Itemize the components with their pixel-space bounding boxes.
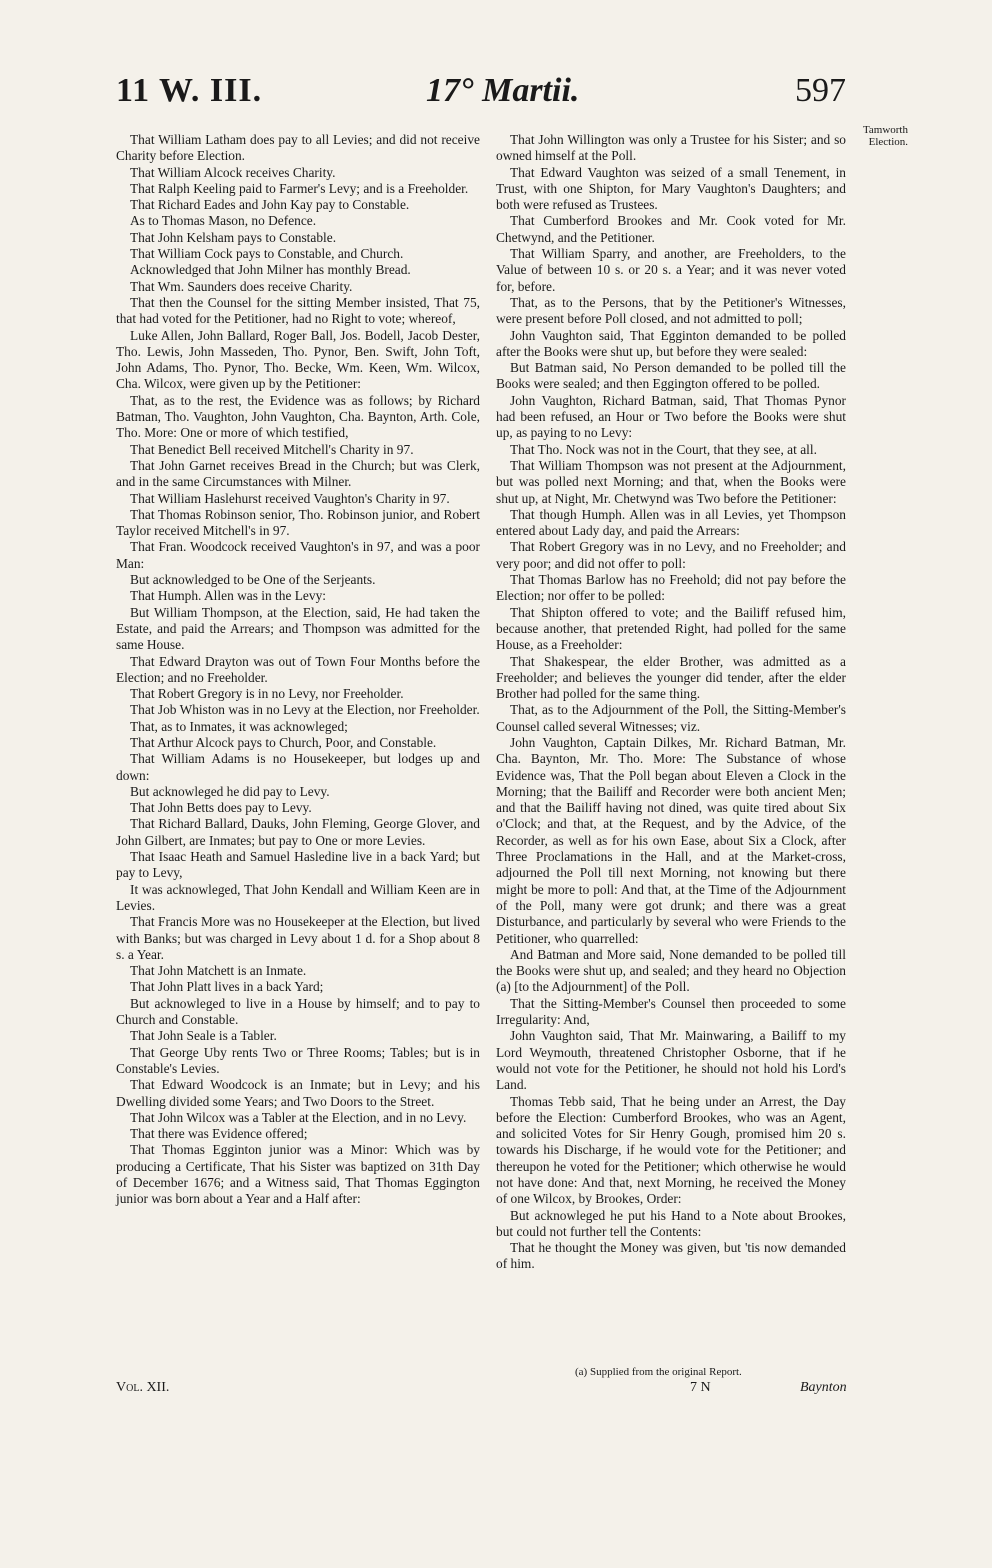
paragraph: That William Cock pays to Constable, and Church. bbox=[130, 246, 404, 262]
paragraph: That Francis More was no Housekeeper at the Election, but lived with Banks; but was charged in Levy about 1 d. for a Shop about 8 s. a Year. bbox=[116, 914, 480, 962]
paragraph: That John Seale is a Tabler. bbox=[130, 1028, 277, 1044]
paragraph: That Isaac Heath and Samuel Hasledine live in a back Yard; but pay to Levy, bbox=[116, 849, 480, 881]
paragraph: That, as to the Adjournment of the Poll, the Sitting-Member's Counsel called several Witnesses; viz. bbox=[496, 702, 846, 734]
paragraph: That William Latham does pay to all Levies; and did not receive Charity before Election. bbox=[116, 132, 480, 164]
paragraph: That Shipton offered to vote; and the Bailiff refused him, because another, that pretended Right, had polled for the same House, as a Freeholder: bbox=[496, 604, 846, 653]
paragraph: And Batman and More said, None demanded to be polled till the Books were shut up, and sealed; and they heard no Objection (a) [to the Adjournment] of the Poll. bbox=[496, 946, 846, 995]
paragraph: That John Garnet receives Bread in the Church; but was Clerk, and in the same Circumstances with Milner. bbox=[116, 457, 480, 490]
paragraph: That Richard Ballard, Dauks, John Fleming, George Glover, and John Gilbert, are Inmates; but pay to One or more Levies. bbox=[116, 816, 480, 848]
catchword: Baynton bbox=[800, 1380, 847, 1395]
paragraph: John Vaughton, Captain Dilkes, Mr. Richard Batman, Mr. Cha. Baynton, Mr. Tho. More: The Substance of whose Evidence was, That the Poll began about Eleven a Clock in the Morning; that the Bailiff and Recorder were both ancient Men; and that the Bailiff having not dined, was quite tired about Six o'Clock; and that, at the Request, and by the Advice, of the Recorder, as well as for his own Ease, about Six a Clock, after Three Proclamations in the Hall, and at the Market-cross, adjourned the Poll till next Morning, not knowing but there might be more to poll: And that, at the Time of the Adjournment of the Poll, many were got drunk; and there was a great Disturbance, and particularly by several who were Friends to the Petitioner, who quarrelled: bbox=[496, 734, 846, 946]
paragraph: That, as to Inmates, it was acknowleged; bbox=[130, 718, 348, 734]
paragraph: That Thomas Egginton junior was a Minor: Which was by producing a Certificate, That his Sister was baptized on 31th Day of December 1676; and a Witness said, That Thomas Eggington junior was born about a Year and a Half after: bbox=[116, 1142, 480, 1207]
paragraph: That Ralph Keeling paid to Farmer's Levy; and is a Freeholder. bbox=[130, 180, 469, 196]
page-number: 597 bbox=[795, 72, 846, 109]
paragraph: That Thomas Robinson senior, Tho. Robinson junior, and Robert Taylor received Mitchell's in 97. bbox=[116, 506, 480, 539]
paragraph: That John Platt lives in a back Yard; bbox=[130, 979, 324, 995]
left-column bbox=[116, 132, 480, 1208]
paragraph: That Job Whiston was in no Levy at the Election, nor Freeholder. bbox=[130, 702, 480, 718]
paragraph: That there was Evidence offered; bbox=[130, 1126, 308, 1142]
paragraph: Thomas Tebb said, That he being under an Arrest, the Day before the Election: Cumberford Brookes, who was an Agent, and solicited Votes for Sir Henry Gough, promised him 20 s. towards his Discharge, if he would vote for the Petitioner; and thereupon he voted for the Petitioner; which otherwise he would not have done: And that, next Morning, he received the Money of one Wilcox, by Brookes, Order: bbox=[496, 1093, 846, 1207]
right-column bbox=[496, 132, 846, 1273]
paragraph: That George Uby rents Two or Three Rooms; Tables; but is in Constable's Levies. bbox=[116, 1044, 480, 1076]
paragraph: That William Adams is no Housekeeper, but lodges up and down: bbox=[116, 751, 480, 783]
paragraph: John Vaughton said, That Mr. Mainwaring, a Bailiff to my Lord Weymouth, threatened Christopher Osborne, that if he would not vote for the Petitioner, he should not hold his Lord's Land. bbox=[496, 1028, 846, 1093]
paragraph: That Shakespear, the elder Brother, was admitted as a Freeholder; and believes the younger did tender, after the elder Brother had polled for the same thing. bbox=[496, 653, 846, 702]
page-header bbox=[116, 72, 846, 122]
paragraph: That John Kelsham pays to Constable. bbox=[130, 229, 337, 245]
date-heading: 17° Martii. bbox=[426, 72, 580, 109]
volume-label: Vol. XII. bbox=[116, 1380, 170, 1395]
paragraph: But acknowledged to be One of the Serjeants. bbox=[130, 572, 376, 588]
paragraph: That Thomas Barlow has no Freehold; did not pay before the Election; nor offer to be polled: bbox=[496, 572, 846, 604]
paragraph: As to Thomas Mason, no Defence. bbox=[130, 213, 317, 229]
paragraph: But Batman said, No Person demanded to be polled till the Books were sealed; and then Eggington offered to be polled. bbox=[496, 360, 846, 392]
paragraph: That William Sparry, and another, are Freeholders, to the Value of between 10 s. or 20 s. a Year; and it was never voted for, before. bbox=[496, 246, 846, 294]
paragraph: But acknowleged he did pay to Levy. bbox=[130, 783, 330, 799]
paragraph: That though Humph. Allen was in all Levies, yet Thompson entered about Lady day, and paid the Arrears: bbox=[496, 506, 846, 539]
paragraph: That John Willington was only a Trustee for his Sister; and so owned himself at the Poll. bbox=[496, 132, 846, 164]
paragraph: That John Betts does pay to Levy. bbox=[130, 800, 312, 816]
paragraph: That Fran. Woodcock received Vaughton's in 97, and was a poor Man: bbox=[116, 539, 480, 571]
paragraph: That Humph. Allen was in the Levy: bbox=[130, 588, 326, 604]
paragraph: That William Alcock receives Charity. bbox=[130, 164, 336, 180]
paragraph: That William Haslehurst received Vaughton's Charity in 97. bbox=[130, 490, 450, 506]
paragraph: That Robert Gregory is in no Levy, nor Freeholder. bbox=[130, 686, 404, 702]
paragraph: But acknowleged to live in a House by himself; and to pay to Church and Constable. bbox=[116, 995, 480, 1028]
paragraph: That Robert Gregory was in no Levy, and no Freeholder; and very poor; and did not offer to poll: bbox=[496, 539, 846, 571]
paragraph: Luke Allen, John Ballard, Roger Ball, Jos. Bodell, Jacob Dester, Tho. Lewis, John Masseden, Tho. Pynor, Ben. Swift, John Toft, John Adams, Tho. Pynor, Tho. Becke, Wm. Keen, Wm. Wilcox, Cha. Wilcox, were given up by the Petitioner: bbox=[116, 327, 480, 392]
paragraph: That Wm. Saunders does receive Charity. bbox=[130, 278, 353, 294]
paragraph: That Richard Eades and John Kay pay to Constable. bbox=[130, 197, 410, 213]
paragraph: But acknowleged he put his Hand to a Note about Brookes, but could not further tell the Contents: bbox=[496, 1207, 846, 1239]
margin-note: Tamworth Election. bbox=[862, 124, 908, 148]
footnote: (a) Supplied from the original Report. bbox=[575, 1366, 742, 1378]
paragraph: That John Matchett is an Inmate. bbox=[130, 963, 307, 979]
paragraph: That he thought the Money was given, but 'tis now demanded of him. bbox=[496, 1240, 846, 1272]
paragraph: That Tho. Nock was not in the Court, that they see, at all. bbox=[510, 441, 817, 457]
paragraph: That Edward Woodcock is an Inmate; but in Levy; and his Dwelling divided some Years; and Two Doors to the Street. bbox=[116, 1077, 480, 1109]
paragraph: But William Thompson, at the Election, said, He had taken the Estate, and paid the Arrears; and Thompson was admitted for the same House. bbox=[116, 604, 480, 653]
paragraph: That John Wilcox was a Tabler at the Election, and in no Levy. bbox=[130, 1109, 467, 1125]
paragraph: Acknowledged that John Milner has monthly Bread. bbox=[130, 262, 411, 278]
paragraph: John Vaughton, Richard Batman, said, That Thomas Pynor had been refused, an Hour or Two before the Books were shut up, as paying to no Levy: bbox=[496, 392, 846, 441]
paragraph: That then the Counsel for the sitting Member insisted, That 75, that had voted for the Petitioner, had no Right to vote; whereof, bbox=[116, 294, 480, 327]
paragraph: That, as to the rest, the Evidence was as follows; by Richard Batman, Tho. Vaughton, John Vaughton, Cha. Baynton, Arth. Cole, Tho. More: One or more of which testified, bbox=[116, 392, 480, 441]
paragraph: That the Sitting-Member's Counsel then proceeded to some Irregularity: And, bbox=[496, 995, 846, 1028]
paragraph: That Edward Vaughton was seized of a small Tenement, in Trust, with one Shipton, for Mary Vaughton's Daughters; and both were refused as Trustees. bbox=[496, 164, 846, 213]
paragraph: That Cumberford Brookes and Mr. Cook voted for Mr. Chetwynd, and the Petitioner. bbox=[496, 213, 846, 245]
paragraph: That Arthur Alcock pays to Church, Poor, and Constable. bbox=[130, 734, 437, 750]
paragraph: It was acknowleged, That John Kendall and William Keen are in Levies. bbox=[116, 881, 480, 913]
paragraph: That Benedict Bell received Mitchell's Charity in 97. bbox=[130, 441, 414, 457]
paragraph: John Vaughton said, That Egginton demanded to be polled after the Books were shut up, but before they were sealed: bbox=[496, 327, 846, 359]
paragraph: That William Thompson was not present at the Adjournment, but was polled next Morning; and that, when the Books were shut up, at Night, Mr. Chetwynd was Two before the Petitioner: bbox=[496, 457, 846, 506]
signature-mark: 7 N bbox=[690, 1380, 711, 1395]
paragraph: That Edward Drayton was out of Town Four Months before the Election; and no Freeholder. bbox=[116, 653, 480, 685]
paragraph: That, as to the Persons, that by the Petitioner's Witnesses, were present before Poll closed, and not admitted to poll; bbox=[496, 294, 846, 327]
regnal-year: 11 W. III. bbox=[116, 72, 263, 109]
